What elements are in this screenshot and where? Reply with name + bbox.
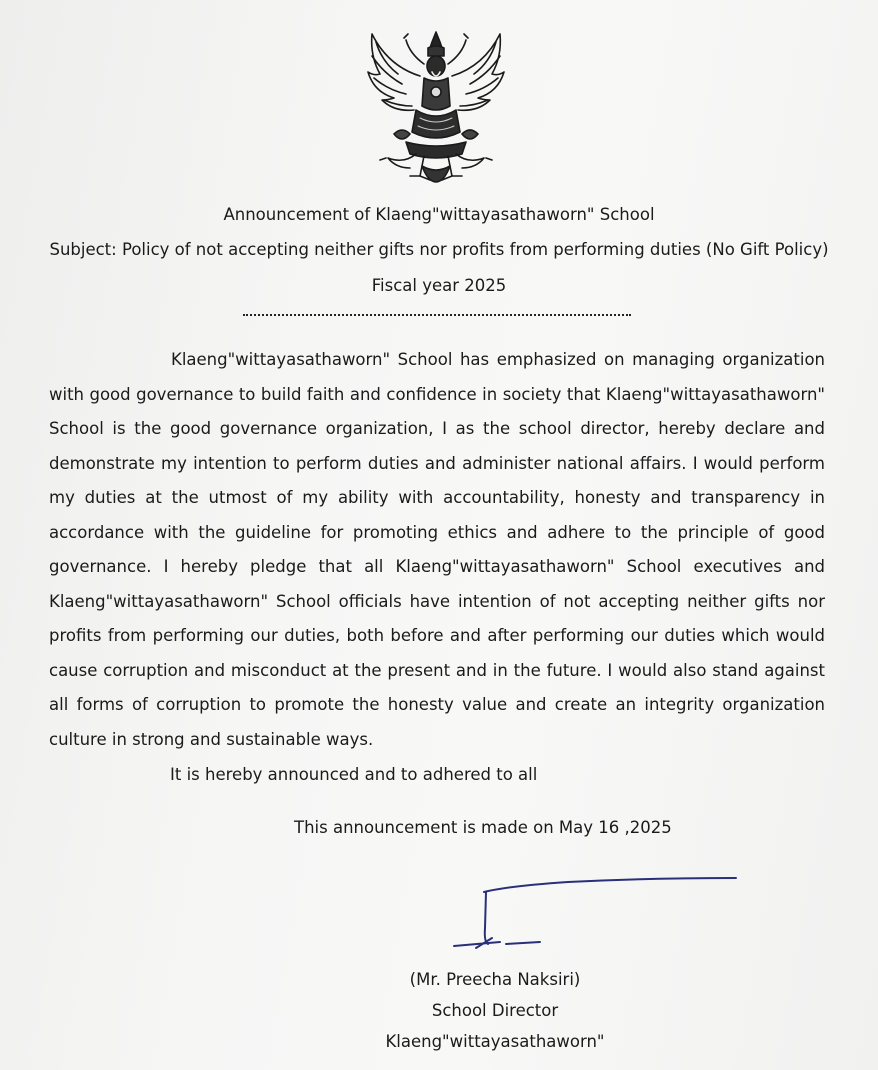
announcement-date: This announcement is made on May 16 ,2025	[294, 818, 672, 837]
signatory-name: (Mr. Preecha Naksiri)	[409, 970, 581, 989]
announcement-title: Announcement of Klaeng"wittayasathaworn" School	[223, 205, 655, 224]
signatory-title: School Director	[431, 1001, 559, 1020]
handwritten-signature	[448, 868, 748, 958]
signatory-school: Klaeng"wittayasathaworn"	[385, 1032, 605, 1051]
subject-line: Subject: Policy of not accepting neither gifts nor profits from performing duties (No Gift Policy)	[49, 240, 829, 259]
fiscal-year: Fiscal year 2025	[371, 276, 507, 295]
dotted-divider	[243, 314, 631, 316]
closing-statement: It is hereby announced and to adhered to all	[170, 765, 538, 784]
garuda-emblem-icon	[358, 26, 514, 184]
body-paragraph: Klaeng"wittayasathaworn" School has emphasized on managing organization with good governance to build faith and confidence in society that Klaeng"wittayasathaworn" School is the good governance organization, I as the school director, hereby declare and demonstrate my intention to perform duties and administer national affairs. I would perform my duties at the utmost of my ability with accountability, honesty and transparency in accordance with the guideline for promoting ethics and adhere to the principle of good governance. I hereby pledge that all Klaeng"wittayasathaworn" School executives and Klaeng"wittayasathaworn" School officials have intention of not accepting neither gifts nor profits from performing our duties, both before and after performing our duties which would cause corruption and misconduct at the present and in the future. I would also stand against all forms of corruption to promote the honesty value and create an integrity organization culture in strong and sustainable ways.	[49, 350, 825, 749]
